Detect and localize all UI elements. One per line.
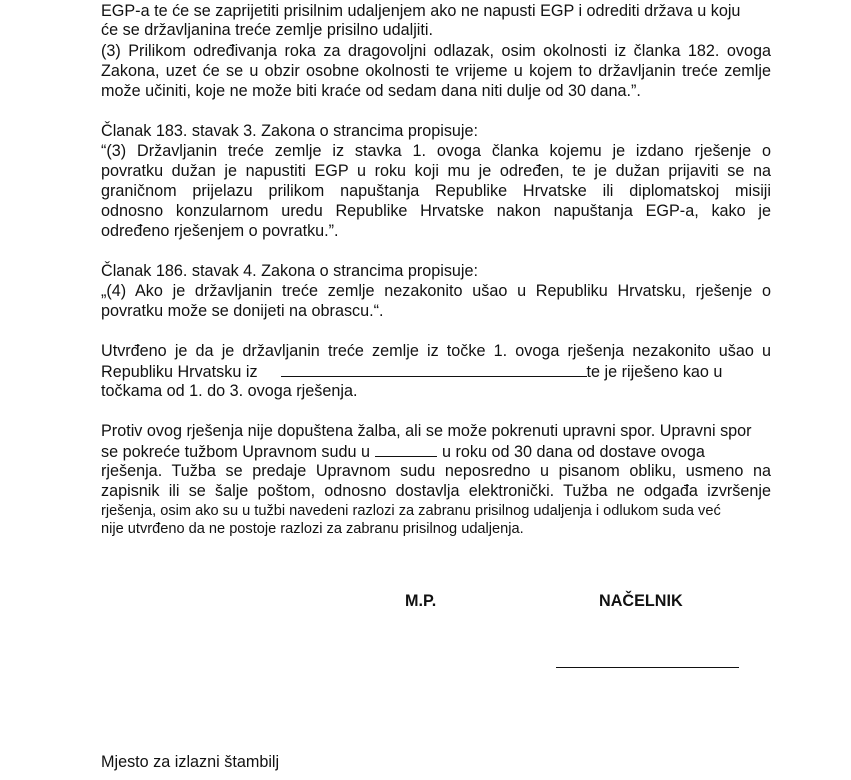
text-line: (3) Prilikom određivanja roka za dragovoljni odlazak, osim okolnosti iz članka 182. ovoga <box>101 42 771 60</box>
text-line: povratku dužan je napustiti EGP u roku koji mu je određen, te je dužan prijaviti se na <box>101 162 771 180</box>
country-blank-field[interactable] <box>281 362 587 377</box>
text-line-with-blank <box>101 442 771 462</box>
text-line: povratku može se donijeti na obrascu.“. <box>101 302 384 320</box>
text-line: rješenja, osim ako su u tužbi navedeni razlozi za zabranu prisilnog udaljenja i odlukom suda već <box>101 503 721 519</box>
text-fragment: Republiku Hrvatsku iz <box>101 363 258 381</box>
text-line: odnosno konzularnom uredu Republike Hrvatske nakon napuštanja EGP-a, kako je <box>101 202 771 220</box>
text-fragment: te je riješeno kao u <box>586 363 723 381</box>
article-heading: Članak 186. stavak 4. Zakona o strancima propisuje: <box>101 262 479 280</box>
text-line: Zakona, uzet će se u obzir osobne okolnosti te vrijeme u kojem to državljanin treće zemlje <box>101 62 771 80</box>
text-line-with-blank <box>101 362 771 382</box>
text-line: EGP-a te će se zaprijetiti prisilnim udaljenjem ako ne napusti EGP i odrediti država u koju <box>101 2 741 20</box>
text-line: zapisnik ili se šalje poštom, odnosno dostavlja elektronički. Tužba ne odgađa izvršenje <box>101 482 771 500</box>
text-line: Utvrđeno je da je državljanin treće zemlje iz točke 1. ovoga rješenja nezakonito ušao u <box>101 342 771 360</box>
text-line: će se državljanina treće zemlje prisilno udaljiti. <box>101 21 433 39</box>
stamp-place-label: Mjesto za izlazni štambilj <box>101 753 280 771</box>
text-line: graničnom prijelazu prilikom napuštanja Republike Hrvatske ili diplomatskoj misiji <box>101 182 771 200</box>
seal-label: M.P. <box>405 592 437 610</box>
signature-line[interactable] <box>556 667 739 668</box>
text-fragment: u roku od 30 dana od dostave ovoga <box>442 443 705 461</box>
article-heading: Članak 183. stavak 3. Zakona o strancima propisuje: <box>101 122 479 140</box>
text-line: „(4) Ako je državljanin treće zemlje nezakonito ušao u Republiku Hrvatsku, rješenje o <box>101 282 771 300</box>
text-line: rješenja. Tužba se predaje Upravnom sudu neposredno u pisanom obliku, usmeno na <box>101 462 771 480</box>
text-line: može učiniti, koje ne može biti kraće od sedam dana niti dulje od 30 dana.”. <box>101 82 641 100</box>
text-line: “(3) Državljanin treće zemlje iz stavka 1. ovoga članka kojemu je izdano rješenje o <box>101 142 771 160</box>
text-fragment: se pokreće tužbom Upravnom sudu u <box>101 443 371 461</box>
signatory-title: NAČELNIK <box>599 592 683 610</box>
text-line: nije utvrđeno da ne postoje razlozi za zabranu prisilnog udaljenja. <box>101 521 524 537</box>
text-line: Protiv ovog rješenja nije dopuštena žalba, ali se može pokrenuti upravni spor. Upravni spor <box>101 422 752 440</box>
text-line: točkama od 1. do 3. ovoga rješenja. <box>101 382 358 400</box>
court-blank-field[interactable] <box>375 442 437 457</box>
text-line: određeno rješenjem o povratku.”. <box>101 222 339 240</box>
